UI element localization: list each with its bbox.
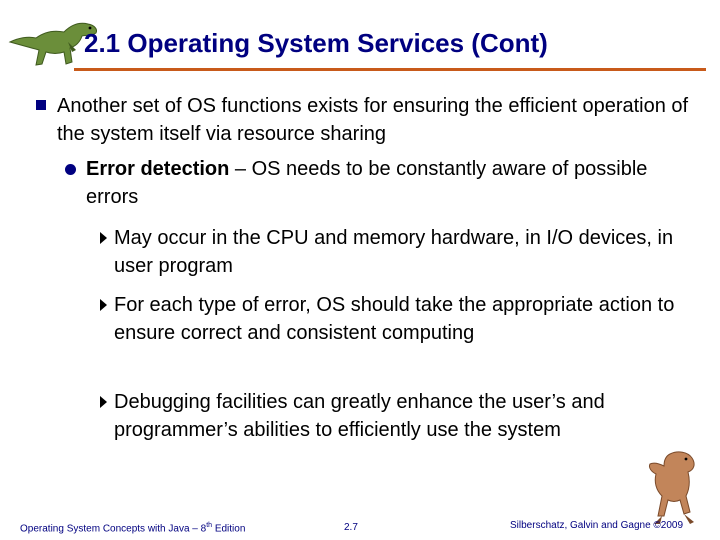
bullet-text: Another set of OS functions exists for ensuring the efficient operation of the system itself via resource sharing xyxy=(57,95,689,145)
footer-edition-text: Edition xyxy=(212,523,246,535)
sub-bullet-text xyxy=(65,155,685,211)
detail-bullet-text: Debugging facilities can greatly enhance the user’s and programmer’s abilities to efficiently use the system xyxy=(114,391,605,441)
footer-book-title xyxy=(20,522,245,534)
footer-superscript: th xyxy=(206,522,213,529)
term-description: – OS needs to be constantly aware of possible errors xyxy=(86,158,648,208)
title-divider xyxy=(74,68,706,71)
square-bullet-icon xyxy=(36,100,46,110)
footer-authors: Silberschatz, Galvin and Gagne ©2009 xyxy=(510,520,684,531)
detail-bullet-item xyxy=(100,291,680,347)
page-title: 2.1 Operating System Services (Cont) xyxy=(84,28,548,58)
sub-bullet-item xyxy=(65,155,685,211)
triangle-bullet-icon xyxy=(100,396,107,408)
triangle-bullet-icon xyxy=(100,299,107,311)
detail-bullet-text: May occur in the CPU and memory hardware, in I/O devices, in user program xyxy=(114,227,674,277)
triangle-bullet-icon xyxy=(100,232,107,244)
page-number: 2.7 xyxy=(344,522,358,533)
detail-bullet-item xyxy=(100,388,680,444)
footer-book-title-text: Operating System Concepts with Java – 8 xyxy=(20,523,207,535)
dinosaur-icon xyxy=(640,446,710,528)
bullet-item xyxy=(36,92,696,148)
term-label: Error detection xyxy=(86,158,230,180)
detail-bullet-item xyxy=(100,224,680,280)
detail-bullet-text: For each type of error, OS should take the appropriate action to ensure correct and consistent computing xyxy=(114,294,675,344)
circle-bullet-icon xyxy=(65,164,76,175)
